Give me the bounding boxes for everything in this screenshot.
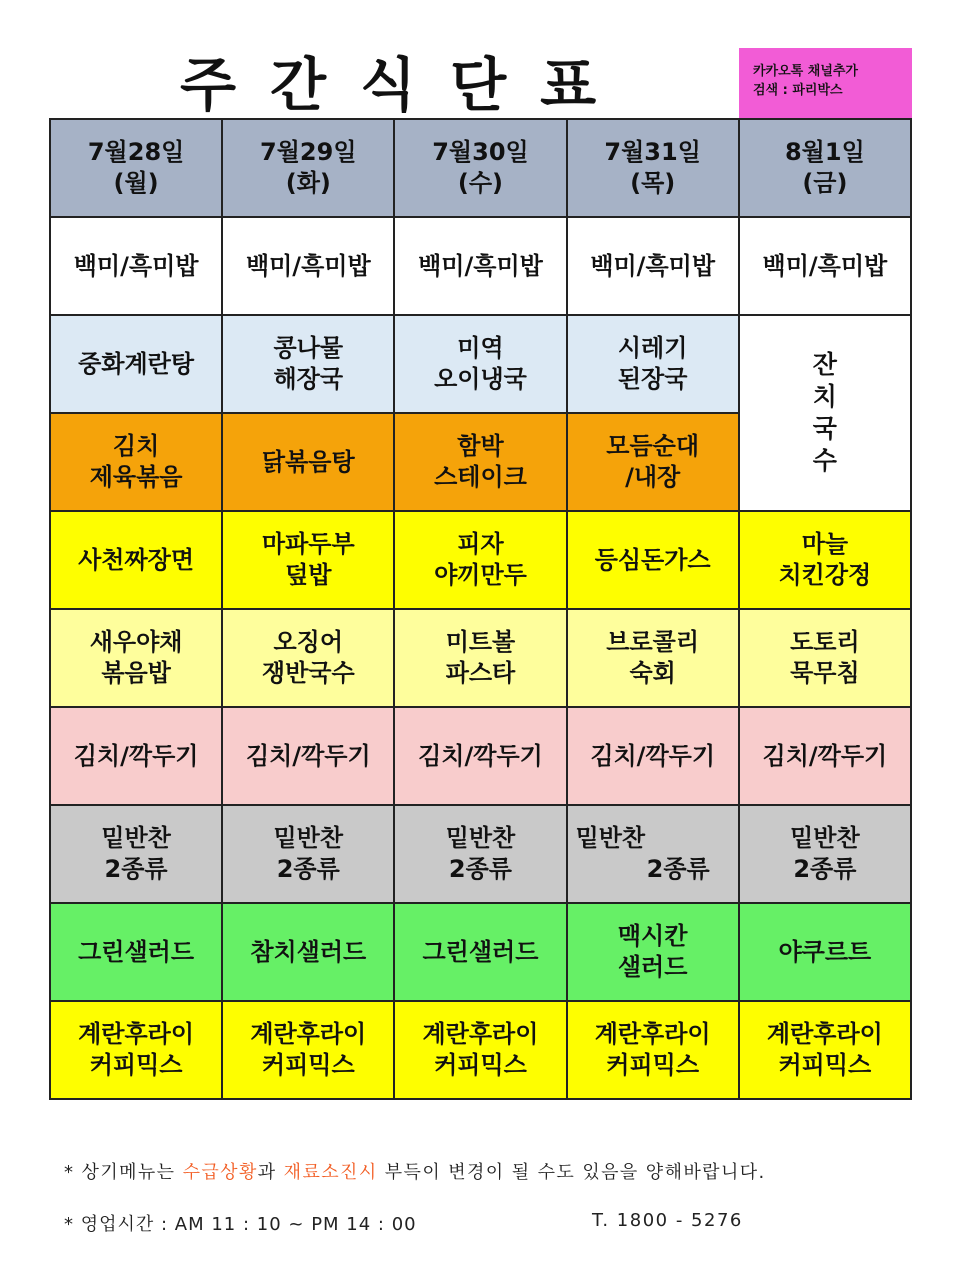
menu-cell: 맥시칸 샐러드	[567, 903, 739, 1001]
menu-cell: 김치/깍두기	[50, 707, 222, 805]
menu-cell: 김치/깍두기	[394, 707, 566, 805]
menu-cell: 마파두부 덮밥	[222, 511, 394, 609]
menu-cell: 백미/흑미밥	[222, 217, 394, 315]
soup-row	[50, 315, 911, 413]
menu-cell: 등심돈가스	[567, 511, 739, 609]
menu-cell: 밑반찬 2종류	[567, 805, 739, 903]
day-header-thu: 7월31일 (목)	[567, 119, 739, 217]
day-header-fri: 8월1일 (금)	[739, 119, 911, 217]
menu-cell: 콩나물 해장국	[222, 315, 394, 413]
menu-cell: 계란후라이 커피믹스	[739, 1001, 911, 1099]
menu-cell: 김치/깍두기	[739, 707, 911, 805]
day-header-wed: 7월30일 (수)	[394, 119, 566, 217]
day-header-tue: 7월29일 (화)	[222, 119, 394, 217]
date-header-row	[50, 119, 911, 217]
menu-cell: 백미/흑미밥	[50, 217, 222, 315]
menu-cell: 브로콜리 숙회	[567, 609, 739, 707]
menu-cell: 김치/깍두기	[567, 707, 739, 805]
friday-noodle-cell: 잔 치 국 수	[739, 315, 911, 511]
menu-cell: 시레기 된장국	[567, 315, 739, 413]
phone-number: T. 1800 - 5276	[592, 1210, 743, 1231]
menu-cell: 사천짜장면	[50, 511, 222, 609]
menu-cell: 미트볼 파스타	[394, 609, 566, 707]
menu-cell: 밑반찬 2종류	[394, 805, 566, 903]
dish1-row	[50, 511, 911, 609]
menu-cell: 밑반찬 2종류	[739, 805, 911, 903]
menu-cell: 김치 제육볶음	[50, 413, 222, 511]
menu-cell: 참치샐러드	[222, 903, 394, 1001]
menu-cell: 밑반찬 2종류	[222, 805, 394, 903]
extra-row	[50, 1001, 911, 1099]
menu-cell: 모듬순대 /내장	[567, 413, 739, 511]
bullet-icon: *	[64, 1162, 75, 1183]
promo-line-1: 카카오톡 채널추가	[753, 64, 858, 79]
business-hours: * 영업시간 : AM 11 : 10 ~ PM 14 : 00	[64, 1214, 417, 1235]
promo-line-2: 검색 : 파리박스	[753, 83, 843, 98]
salad-row	[50, 903, 911, 1001]
rice-row	[50, 217, 911, 315]
menu-cell: 피자 야끼만두	[394, 511, 566, 609]
menu-cell: 새우야채 볶음밥	[50, 609, 222, 707]
weekly-menu-table	[49, 118, 912, 1100]
bullet-icon: *	[64, 1214, 74, 1235]
kimchi-row	[50, 707, 911, 805]
highlight-supply: 수급상황	[182, 1162, 258, 1183]
menu-cell: 밑반찬 2종류	[50, 805, 222, 903]
menu-cell: 백미/흑미밥	[567, 217, 739, 315]
menu-cell: 마늘 치킨강정	[739, 511, 911, 609]
menu-cell: 함박 스테이크	[394, 413, 566, 511]
menu-cell: 도토리 묵무침	[739, 609, 911, 707]
menu-cell: 그린샐러드	[50, 903, 222, 1001]
menu-cell: 계란후라이 커피믹스	[222, 1001, 394, 1099]
menu-cell: 계란후라이 커피믹스	[567, 1001, 739, 1099]
menu-cell: 백미/흑미밥	[739, 217, 911, 315]
page-title: 주간식단표	[180, 51, 631, 119]
side-dish-row	[50, 805, 911, 903]
menu-cell: 닭볶음탕	[222, 413, 394, 511]
menu-cell: 계란후라이 커피믹스	[394, 1001, 566, 1099]
highlight-soldout: 재료소진시	[283, 1162, 378, 1183]
menu-cell: 미역 오이냉국	[394, 315, 566, 413]
menu-cell: 백미/흑미밥	[394, 217, 566, 315]
menu-cell: 야쿠르트	[739, 903, 911, 1001]
kakao-channel-promo	[739, 48, 912, 118]
day-header-mon: 7월28일 (월)	[50, 119, 222, 217]
menu-cell: 중화계란탕	[50, 315, 222, 413]
menu-cell: 오징어 쟁반국수	[222, 609, 394, 707]
menu-cell: 김치/깍두기	[222, 707, 394, 805]
menu-cell: 그린샐러드	[394, 903, 566, 1001]
menu-cell: 계란후라이 커피믹스	[50, 1001, 222, 1099]
change-notice: * 상기메뉴는 수급상황과 재료소진시 부득이 변경이 될 수도 있음을 양해바랍니다.	[64, 1162, 766, 1183]
dish2-row	[50, 609, 911, 707]
